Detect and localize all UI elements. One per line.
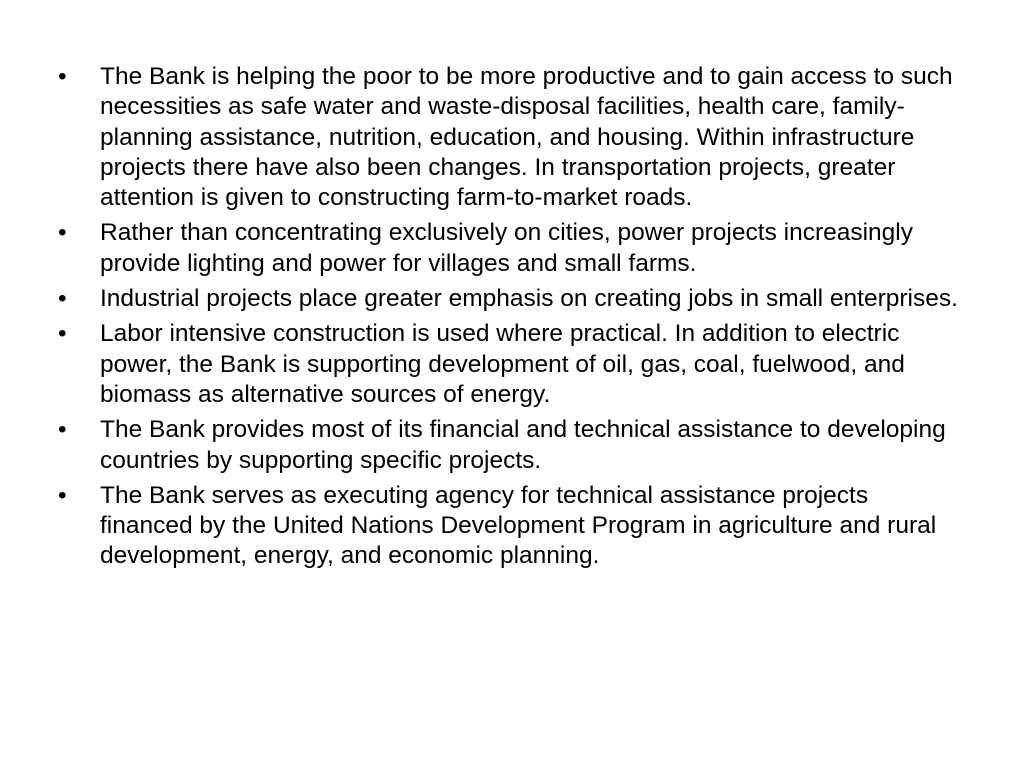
list-item [58,481,958,572]
list-item [58,218,958,279]
bullet-text: The Bank serves as executing agency for technical assistance projects financed by the United Nations Development Program in agriculture and rural development, energy, and economic planning. [100,481,937,570]
bullet-icon: • [58,481,67,509]
bullet-text: The Bank provides most of its financial and technical assistance to developing countries by supporting specific projects. [100,416,946,474]
bullet-text: Labor intensive construction is used where practical. In addition to electric power, the Bank is supporting development of oil, gas, coal, fuelwood, and biomass as alternative sources of energy. [100,320,905,408]
bullet-icon: • [58,320,67,348]
bullet-text: Industrial projects place greater emphasis on creating jobs in small enterprises. [100,285,958,313]
bullet-text: Rather than concentrating exclusively on cities, power projects increasingly provide lighting and power for villages and small farms. [100,219,913,277]
bullet-icon: • [58,285,67,313]
list-item [58,284,958,314]
bullet-text: The Bank is helping the poor to be more productive and to gain access to such necessities as safe water and waste-disposal facilities, health care, family-planning assistance, nutrition, education, and housing. Within infrastructure projects there have also been changes. In transportation projects, greater attention is given to constructing farm-to-market roads. [100,63,953,212]
bullet-icon: • [58,63,67,90]
list-item [58,415,958,476]
bullet-icon: • [58,416,67,444]
list-item [58,319,958,410]
bullet-icon: • [58,219,67,247]
bullet-list [58,62,958,577]
list-item [58,62,958,213]
